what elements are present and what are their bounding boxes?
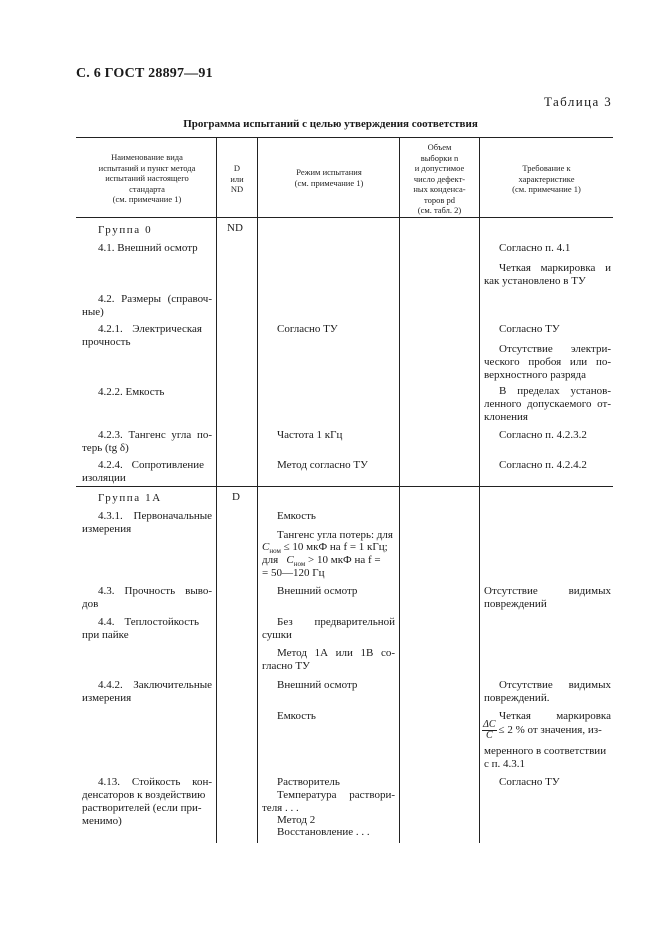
test-mode: Частота 1 кГц (277, 429, 343, 441)
test-mode: гласно ТУ (262, 660, 310, 672)
test-name: изоляции (82, 472, 126, 484)
group-dnd: ND (227, 222, 243, 234)
requirement: верхностного разряда (484, 369, 587, 381)
group-title: Группа 1А (98, 492, 162, 504)
test-mode: Метод согласно ТУ (277, 459, 368, 471)
requirement: Согласно п. 4.1 (499, 242, 571, 254)
header-sample-size: Объем выборки n и допустимое число дефект- ных конденса- торов pd (см. табл. 2) (413, 142, 466, 215)
test-name: растворителей (если при- (82, 802, 202, 814)
test-name: 4.2.1. Электрическая (98, 323, 202, 335)
test-mode: теля . . . (262, 802, 299, 814)
requirement: повреждений. (484, 692, 550, 704)
table-top-border (76, 137, 613, 138)
test-mode: Внешний осмотр (277, 679, 358, 691)
requirement: Отсутствие видимых (499, 679, 611, 691)
test-name: 4.4. Теплостойкость (98, 616, 199, 628)
table-label: Таблица 3 (544, 94, 613, 109)
requirement: $\frac{\Delta C}{C}$ ≤ 2 % от значения, из- (483, 719, 602, 741)
requirement: Согласно п. 4.2.3.2 (499, 429, 587, 441)
test-mode: Согласно ТУ (277, 323, 338, 335)
test-name: 4.3.1. Первоначальные (98, 510, 212, 522)
test-name: 4.2.4. Сопротивление (98, 459, 204, 471)
table-title: Программа испытаний с целью утверждения соответствия (183, 118, 478, 130)
test-mode: Температура раствори- (277, 789, 395, 801)
test-name: 4.2.3. Тангенс угла по- (98, 429, 212, 441)
test-mode: Метод 2 (277, 814, 316, 826)
group-dnd: D (232, 491, 240, 503)
header-bottom-border (76, 217, 613, 218)
group-title: Группа 0 (98, 224, 153, 236)
test-name: 4.2. Размеры (справоч- (98, 293, 212, 305)
test-mode: Внешний осмотр (277, 585, 358, 597)
test-name: прочность (82, 336, 131, 348)
test-name: денсаторов к воздействию (82, 789, 206, 801)
test-name: 4.2.2. Емкость (98, 386, 165, 398)
test-mode: $C_{ном} \le 10$ мкФ на f = 1 кГц; (262, 541, 388, 556)
requirement: Согласно п. 4.2.4.2 (499, 459, 587, 471)
test-mode: Восстановление . . . (277, 826, 370, 838)
requirement: Четкая маркировка и (499, 262, 611, 274)
test-name: измерения (82, 692, 132, 704)
requirement: Отсутствие электри- (499, 343, 611, 355)
test-name: менимо) (82, 815, 122, 827)
test-name: ные) (82, 306, 104, 318)
requirement: меренного в соответствии (484, 745, 607, 757)
test-mode: Растворитель (277, 776, 340, 788)
col-divider-3 (399, 137, 400, 843)
test-mode: Емкость (277, 710, 316, 722)
requirement: повреждений (484, 598, 547, 610)
header-test-mode: Режим испытания (см. примечание 1) (294, 167, 364, 188)
test-name: 4.4.2. Заключительные (98, 679, 212, 691)
col-divider-1 (216, 137, 217, 843)
requirement: с п. 4.3.1 (484, 758, 526, 770)
requirement: ленного допускаемого от- (484, 398, 611, 410)
test-mode: Емкость (277, 510, 316, 522)
requirement: клонения (484, 411, 528, 423)
test-name: измерения (82, 523, 132, 535)
test-mode: сушки (262, 629, 292, 641)
page-header: С. 6 ГОСТ 28897—91 (76, 66, 213, 81)
test-name: при пайке (82, 629, 129, 641)
requirement: Четкая маркировка (499, 710, 611, 722)
requirement: Отсутствие видимых (484, 585, 611, 597)
test-mode: Метод 1А или 1В со- (277, 647, 395, 659)
test-mode: = 50—120 Гц (262, 567, 325, 579)
test-mode: для $C_{ном} > 10$ мкФ на f = (262, 554, 381, 569)
requirement: Согласно ТУ (499, 776, 560, 788)
requirement: Согласно ТУ (499, 323, 560, 335)
header-test-name: Наименование вида испытаний и пункт метода испытаний настоящего стандарта (см. примечание 1) (98, 152, 196, 204)
col-divider-2 (257, 137, 258, 843)
header-requirement: Требование к характеристике (см. примечание 1) (512, 163, 581, 194)
test-name: 4.13. Стойкость кон- (98, 776, 212, 788)
delta-c-fraction: $\frac{\Delta C}{C}$ (483, 719, 496, 741)
test-mode: Тангенс угла потерь: для (277, 529, 393, 541)
requirement: ческого пробоя или по- (484, 356, 611, 368)
test-name: дов (82, 598, 99, 610)
test-name: 4.1. Внешний осмотр (98, 242, 198, 254)
group-separator (76, 486, 613, 487)
requirement: В пределах установ- (499, 385, 611, 397)
requirement: как установлено в ТУ (484, 275, 586, 287)
col-divider-4 (479, 137, 480, 843)
test-name: 4.3. Прочность выво- (98, 585, 212, 597)
test-name: терь (tg δ) (82, 442, 129, 454)
header-d-nd: D или ND (230, 163, 244, 194)
test-mode: Без предварительной (277, 616, 395, 628)
